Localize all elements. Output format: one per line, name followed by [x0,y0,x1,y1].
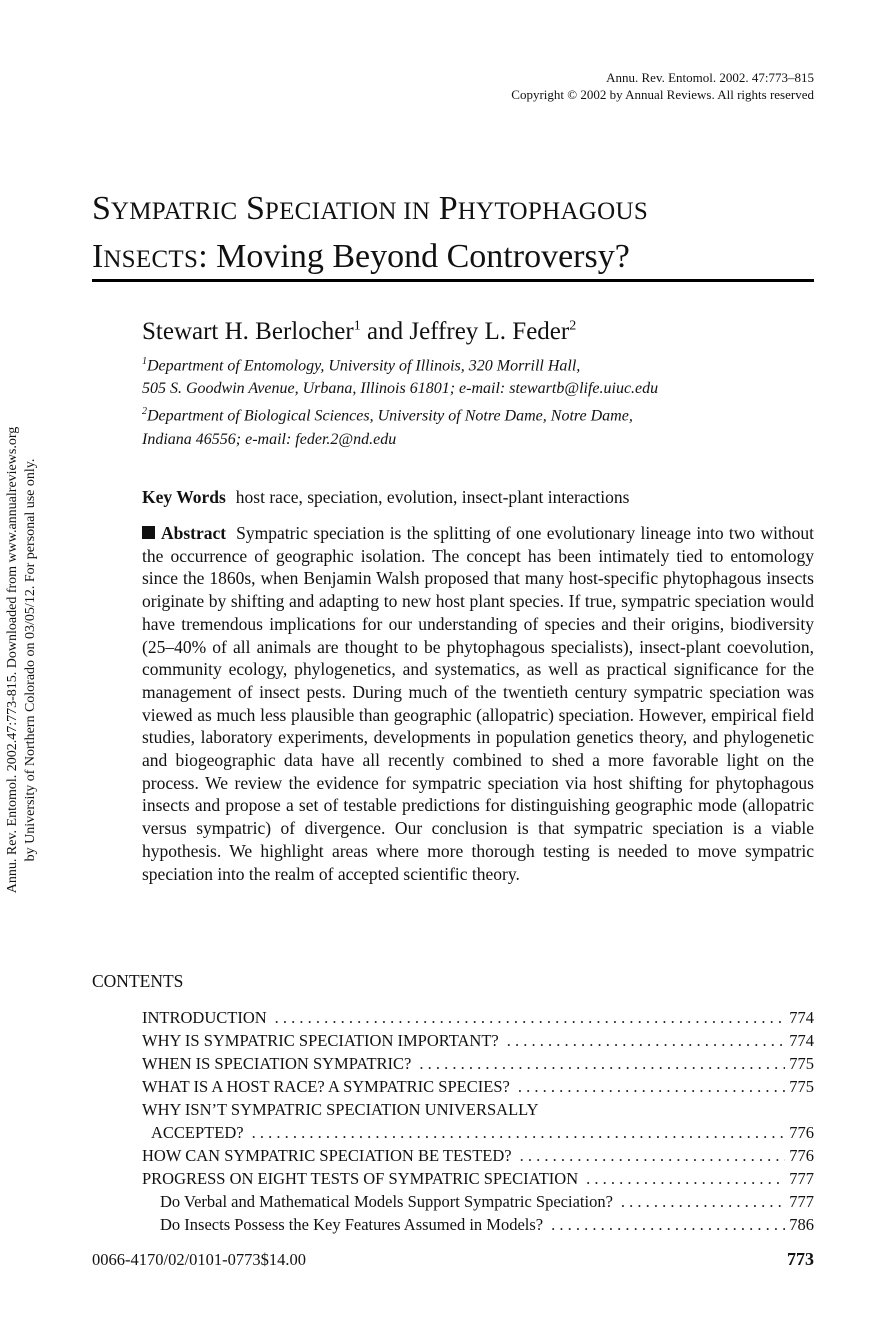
toc-leader [419,1054,785,1074]
toc-leader [507,1031,786,1051]
toc-label: ACCEPTED? [151,1123,244,1142]
table-of-contents [142,1008,814,1238]
author-sup: 1 [353,318,361,334]
article-title [92,186,814,282]
author-sup: 2 [569,318,577,334]
toc-entry[interactable] [142,1100,814,1123]
toc-page: 774 [789,1008,814,1027]
sidebar-line: Annu. Rev. Entomol. 2002.47:773-815. Downloaded from www.annualreviews.org [5,426,20,894]
author-line [142,318,576,346]
toc-label: Do Insects Possess the Key Features Assumed in Models? [160,1215,544,1234]
keywords [142,487,629,508]
footer-code: 0066-4170/02/0101-0773$14.00 [92,1250,307,1269]
author-conjunction: and [360,318,410,345]
toc-page: 775 [789,1054,814,1073]
page-number: 773 [787,1249,814,1269]
toc-page: 776 [789,1123,814,1142]
contents-heading: CONTENTS [92,971,184,991]
toc-label: Do Verbal and Mathematical Models Support Sympatric Speciation? [160,1192,613,1211]
author-name: Stewart H. Berlocher [142,318,354,345]
affiliation-line: 505 S. Goodwin Avenue, Urbana, Illinois 61801; e-mail: stewartb@life.uiuc.edu [142,380,659,398]
toc-page: 775 [789,1077,814,1096]
toc-subentry[interactable] [142,1215,814,1238]
toc-label: INTRODUCTION [142,1008,267,1027]
toc-label: HOW CAN SYMPATRIC SPECIATION BE TESTED? [142,1146,512,1165]
affiliation-sup: 2 [142,406,147,418]
toc-entry-continued[interactable] [142,1123,814,1146]
toc-leader [520,1146,786,1166]
title-initial: P [438,190,458,227]
keywords-text: host race, speciation, evolution, insect-plant interactions [235,487,630,507]
download-sidebar [4,372,40,948]
toc-label: WHY IS SYMPATRIC SPECIATION IMPORTANT? [142,1031,499,1050]
toc-leader [252,1123,786,1143]
title-word: YMPATRIC [110,198,238,225]
author-name: Jeffrey L. Feder [409,318,570,345]
toc-label: WHY ISN’T SYMPATRIC SPECIATION UNIVERSALLY [142,1100,539,1119]
toc-entry[interactable] [142,1077,814,1100]
toc-page: 776 [789,1146,814,1165]
affiliation-line: Department of Biological Sciences, University of Notre Dame, Notre Dame, [147,407,633,425]
journal-citation: Annu. Rev. Entomol. 2002. 47:773–815 [606,70,814,85]
title-initial: I [92,238,104,275]
sidebar-line: by University of Northern Colorado on 03/05/12. For personal use only. [22,458,38,862]
affiliation-line: Indiana 46556; e-mail: feder.2@nd.edu [142,430,397,448]
toc-page: 774 [789,1031,814,1050]
affiliations [142,350,658,451]
title-word: PECIATION IN [264,198,431,225]
title-colon: : [198,238,208,275]
affiliation-sup: 1 [142,356,147,367]
toc-page: 777 [789,1169,814,1188]
title-initial: S [245,190,265,227]
toc-leader [586,1169,785,1189]
toc-leader [621,1192,785,1212]
title-initial: S [92,190,111,227]
toc-page: 777 [789,1192,814,1211]
journal-header [511,69,814,103]
toc-entry[interactable] [142,1031,814,1054]
affiliation-line: Department of Entomology, University of Illinois, 320 Morrill Hall, [147,357,581,375]
copyright-notice: Copyright © 2002 by Annual Reviews. All rights reserved [511,87,814,102]
toc-label: WHAT IS A HOST RACE? A SYMPATRIC SPECIES? [142,1077,510,1096]
keywords-label: Key Words [142,487,226,507]
toc-page: 786 [789,1215,814,1234]
toc-entry[interactable] [142,1169,814,1192]
toc-label: PROGRESS ON EIGHT TESTS OF SYMPATRIC SPECIATION [142,1169,579,1188]
abstract [142,522,814,885]
toc-leader [518,1077,785,1097]
square-bullet-icon [142,526,155,539]
toc-leader [275,1008,786,1028]
title-word: HYTOPHAGOUS [457,198,649,225]
abstract-text: Sympatric speciation is the splitting of one evolutionary lineage into two without the occurrence of geographic isolation. The concept has been intimately tied to entomology since the 1860s, when Benjamin Walsh proposed that many host-specific phytophagous insects originate by shifting and adapting to new host plant species. If true, sympatric speciation would have tremendous implications for our understanding of species and their origins, biodiversity (25–40% of all animals are thought to be phytophagous specialists), insect-plant coevolution, community ecology, phylogenetics, and systematics, as well as practical significance for the management of insect pests. During much of the twentieth century sympatric speciation was viewed as much less plausible than geographic (allopatric) speciation. However, empirical field studies, laboratory experiments, developments in population genetics theory, and phylogenetic and biogeographic data have all recently combined to shed a more favorable light on the process. We review the evidence for sympatric speciation via host shifting for phytophagous insects and propose a set of testable predictions for distinguishing geographic mode (allopatric versus sympatric) of divergence. Our conclusion is that sympatric speciation is a viable hypothesis. We highlight areas where more thorough testing is needed to move sympatric speciation into the realm of accepted scientific theory. [142,523,814,884]
toc-entry[interactable] [142,1054,814,1077]
title-word: NSECTS [103,246,199,273]
title-rule [92,279,814,282]
toc-subentry[interactable] [142,1192,814,1215]
toc-entry[interactable] [142,1008,814,1031]
title-subtitle: Moving Beyond Controversy? [207,238,630,275]
toc-label: WHEN IS SPECIATION SYMPATRIC? [142,1054,412,1073]
abstract-label: Abstract [161,523,227,543]
toc-entry[interactable] [142,1146,814,1169]
toc-leader [551,1215,785,1235]
